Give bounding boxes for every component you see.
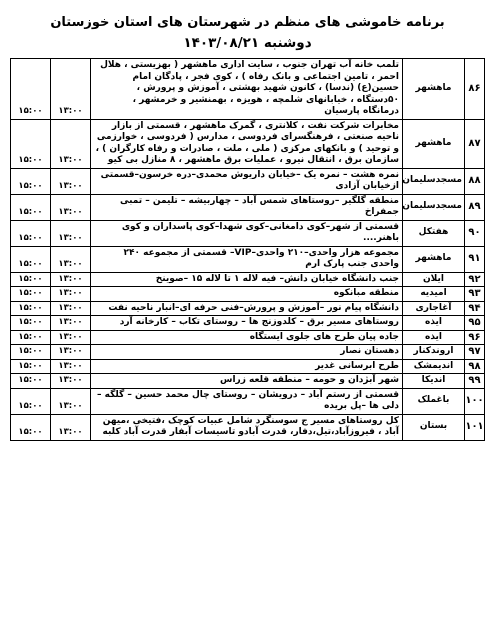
row-areas: منطقه مبانکوه <box>91 287 403 302</box>
row-city: اروندکنار <box>403 345 465 360</box>
row-city: ماهشهر <box>403 59 465 120</box>
row-areas: قسمتی از شهر–کوی دامغانی–کوی شهدا–کوی پاسداران و کوی باهنر.... <box>91 220 403 246</box>
row-start-time: ۱۳:۰۰ <box>51 287 91 302</box>
row-areas: طرح ابرسانی غدیر <box>91 359 403 374</box>
table-row <box>11 414 485 440</box>
row-city: ایلان <box>403 272 465 287</box>
row-end-time: ۱۵:۰۰ <box>11 359 51 374</box>
row-end-time: ۱۵:۰۰ <box>11 330 51 345</box>
table-row <box>11 220 485 246</box>
table-row <box>11 330 485 345</box>
row-number: ۹۲ <box>465 272 485 287</box>
table-row <box>11 287 485 302</box>
row-end-time: ۱۵:۰۰ <box>11 345 51 360</box>
row-areas: جنب دانشگاه خیابان دانش– فیه لاله ۱ تا لاله ۱۵ –صوینخ <box>91 272 403 287</box>
row-number: ۹۵ <box>465 316 485 331</box>
row-city: بستان <box>403 414 465 440</box>
row-areas: تلمب خانه آب تهران جنوب ، سایت اداری ماهشهر ( بهزیستی ، هلال احمر ، تامین اجتماعی و بانک رفاه ) ، کوی فجر ، پادگان امام حسین(ع) (ندسا) ، کانون شهید بهشتی ، آموزش و پرورش ، ۵۰دستگاه ، خیابانهای شلمچه ، هویزه ، بهمنشیر و خرمشهر ، درمانگاه پارسیان <box>91 59 403 120</box>
row-start-time: ۱۳:۰۰ <box>51 272 91 287</box>
row-number: ۸۸ <box>465 168 485 194</box>
table-row <box>11 272 485 287</box>
row-end-time: ۱۵:۰۰ <box>11 168 51 194</box>
row-number: ۱۰۰ <box>465 388 485 414</box>
row-city: ایذه <box>403 330 465 345</box>
row-end-time: ۱۵:۰۰ <box>11 414 51 440</box>
row-areas: کل روستاهای مسیر ج سوسنگرد شامل عبیات کوچک ،فتیخی ،میهن آباد ، فیروزآباد،تیل،دفار، قدرت آبادو تاسیسات آبفار قدرت آباد کلبه <box>91 414 403 440</box>
row-start-time: ۱۳:۰۰ <box>51 119 91 168</box>
row-city: ایذه <box>403 316 465 331</box>
row-city: آغاجاری <box>403 301 465 316</box>
row-number: ۹۸ <box>465 359 485 374</box>
table-row <box>11 301 485 316</box>
row-start-time: ۱۳:۰۰ <box>51 194 91 220</box>
row-city: ماهشهر <box>403 119 465 168</box>
row-city: مسجدسلیمان <box>403 194 465 220</box>
row-city: مسجدسلیمان <box>403 168 465 194</box>
row-start-time: ۱۳:۰۰ <box>51 220 91 246</box>
row-number: ۹۶ <box>465 330 485 345</box>
row-number: ۹۰ <box>465 220 485 246</box>
row-number: ۹۱ <box>465 246 485 272</box>
row-end-time: ۱۵:۰۰ <box>11 119 51 168</box>
row-end-time: ۱۵:۰۰ <box>11 246 51 272</box>
row-number: ۹۳ <box>465 287 485 302</box>
row-start-time: ۱۳:۰۰ <box>51 414 91 440</box>
row-areas: قسمتی از رستم آباد – درویشان – روستای چال محمد حسین – گلگه – دلی ها –پل بریده <box>91 388 403 414</box>
row-start-time: ۱۳:۰۰ <box>51 316 91 331</box>
row-city: اندیمشک <box>403 359 465 374</box>
row-end-time: ۱۵:۰۰ <box>11 220 51 246</box>
row-areas: جاده پیان طرح های جلوی ایستگاه <box>91 330 403 345</box>
row-end-time: ۱۵:۰۰ <box>11 388 51 414</box>
row-end-time: ۱۵:۰۰ <box>11 301 51 316</box>
row-areas: نمره هشت – نمره یک –خیابان داریوش محمدی–دره خرسون–قسمتی ازخیابان آزادی <box>91 168 403 194</box>
table-row <box>11 388 485 414</box>
row-end-time: ۱۵:۰۰ <box>11 287 51 302</box>
row-city: ماهشهر <box>403 246 465 272</box>
row-areas: دهستان نصار <box>91 345 403 360</box>
row-city: باغملک <box>403 388 465 414</box>
row-end-time: ۱۵:۰۰ <box>11 194 51 220</box>
row-start-time: ۱۳:۰۰ <box>51 345 91 360</box>
row-end-time: ۱۵:۰۰ <box>11 59 51 120</box>
row-areas: شهر آبژدان و حومه – منطقه قلعه زراس <box>91 374 403 389</box>
row-start-time: ۱۳:۰۰ <box>51 301 91 316</box>
row-end-time: ۱۵:۰۰ <box>11 272 51 287</box>
row-areas: منطقه گلگیر –روستاهای شمس آباد – چهاربیشه – تلیمن – تمبی جمفراخ <box>91 194 403 220</box>
row-start-time: ۱۳:۰۰ <box>51 359 91 374</box>
row-number: ۸۶ <box>465 59 485 120</box>
row-end-time: ۱۵:۰۰ <box>11 374 51 389</box>
table-row <box>11 345 485 360</box>
row-end-time: ۱۵:۰۰ <box>11 316 51 331</box>
row-number: ۹۹ <box>465 374 485 389</box>
table-row <box>11 119 485 168</box>
row-city: امیدیه <box>403 287 465 302</box>
row-number: ۹۷ <box>465 345 485 360</box>
row-number: ۹۴ <box>465 301 485 316</box>
row-city: اندیکا <box>403 374 465 389</box>
row-areas: دانشگاه پیام نور –آموزش و پرورش–فنی حرفه ای–انبار ناحیه نفت <box>91 301 403 316</box>
row-number: ۱۰۱ <box>465 414 485 440</box>
document-title: برنامه خاموشی های منظم در شهرستان های استان خوزستان <box>50 15 445 30</box>
outage-schedule-body <box>11 59 485 441</box>
row-city: هفتکل <box>403 220 465 246</box>
table-row <box>11 359 485 374</box>
row-start-time: ۱۳:۰۰ <box>51 59 91 120</box>
table-row <box>11 374 485 389</box>
row-number: ۸۷ <box>465 119 485 168</box>
row-start-time: ۱۳:۰۰ <box>51 388 91 414</box>
row-start-time: ۱۳:۰۰ <box>51 330 91 345</box>
row-areas: روستاهای مسیر برق – کلدوزنج ها – روستای تکاب – کارخانه آرد <box>91 316 403 331</box>
table-row <box>11 59 485 120</box>
outage-schedule-table <box>10 58 485 441</box>
document-date: دوشنبه ۱۴۰۳/۰۸/۲۱ <box>183 35 312 51</box>
row-start-time: ۱۳:۰۰ <box>51 374 91 389</box>
table-row <box>11 168 485 194</box>
row-number: ۸۹ <box>465 194 485 220</box>
table-row <box>11 316 485 331</box>
table-row <box>11 194 485 220</box>
row-areas: مخابرات شرکت نفت ، کلانتری ، گمرک ماهشهر ، قسمتی از بازار ناحیه صنعتی ، فرهنگسرای فردوسی ، مدارس ( فردوسی ، خوارزمی و توحید ) و بانکهای مرکزی ( ملی ، ملت ، صادرات و رفاه کارگران ) ، سازمان برق ، انتقال نیرو ، عملیات برق ماهشهر ، ۸ منازل بی کیو <box>91 119 403 168</box>
row-start-time: ۱۳:۰۰ <box>51 246 91 272</box>
row-areas: مجموعه هزار واحدی–۲۱۰ واحدی–VIP– قسمتی از مجموعه ۲۴۰ واحدی جنب پارک ارم <box>91 246 403 272</box>
row-start-time: ۱۳:۰۰ <box>51 168 91 194</box>
table-row <box>11 246 485 272</box>
